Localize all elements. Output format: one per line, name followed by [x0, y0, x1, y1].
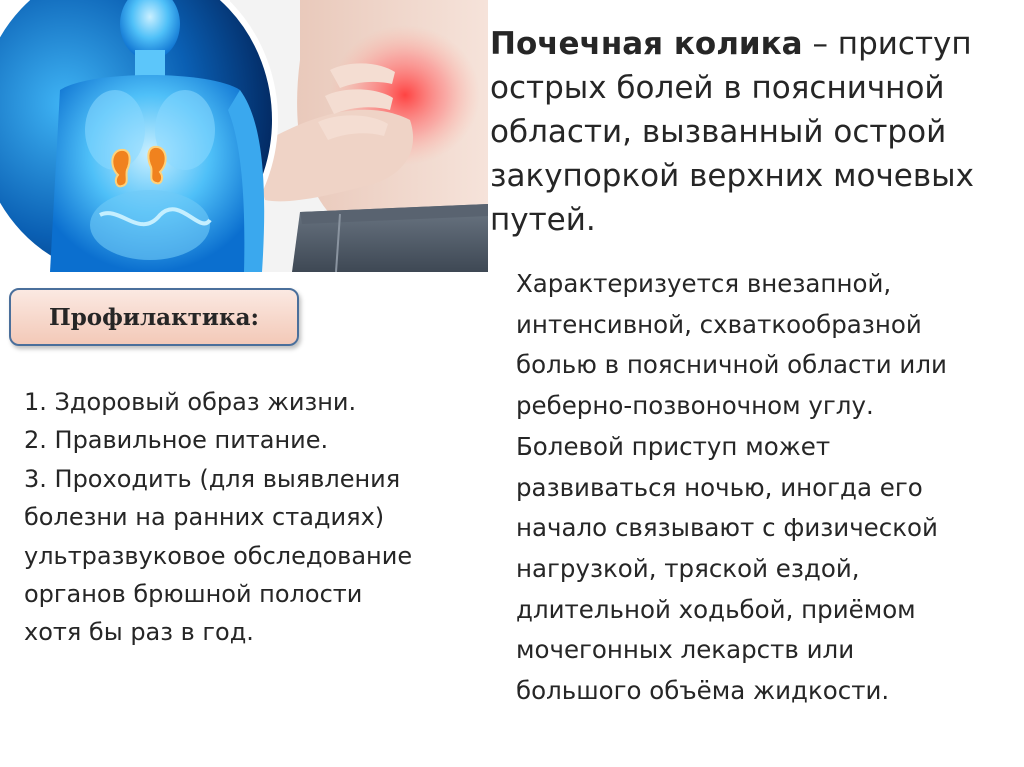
- characteristic-line: развиваться ночью, иногда его: [516, 472, 923, 502]
- characteristic-line: большого объёма жидкости.: [516, 676, 890, 706]
- prevention-line: ультразвуковое обследование: [24, 541, 413, 570]
- anatomy-body-icon: [0, 0, 275, 272]
- definition-body: – приступ острых болей в поясничной области, вызванный острой закупоркой верхних мочевых путей.: [490, 26, 974, 238]
- characteristic-line: длительной ходьбой, приёмом: [516, 594, 916, 624]
- prevention-line: 1. Здоровый образ жизни.: [24, 388, 357, 416]
- characteristic-line: нагрузкой, тряской ездой,: [516, 553, 860, 583]
- characteristic-line: реберно-позвоночном углу.: [516, 391, 874, 421]
- prevention-line: органов брюшной полости: [24, 580, 363, 609]
- characteristic-text: [516, 264, 1016, 712]
- prevention-line: хотя бы раз в год.: [24, 618, 254, 647]
- characteristic-line: интенсивной, схваткообразной: [516, 309, 922, 339]
- definition-term: Почечная колика: [490, 26, 803, 62]
- characteristic-line: Болевой приступ может: [516, 431, 831, 461]
- characteristic-line: мочегонных лекарств или: [516, 635, 855, 665]
- prevention-line: 3. Проходить (для выявления: [24, 464, 401, 493]
- prevention-line: болезни на ранних стадиях): [24, 503, 385, 532]
- medical-illustration: [0, 0, 488, 272]
- prevention-title: Профилактика:: [49, 303, 259, 331]
- prevention-line: 2. Правильное питание.: [24, 426, 329, 455]
- characteristic-line: болью в поясничной области или: [516, 350, 947, 380]
- definition-text: [490, 22, 1015, 242]
- characteristic-line: Характеризуется внезапной,: [516, 269, 892, 298]
- prevention-badge: [9, 288, 299, 346]
- characteristic-line: начало связывают с физической: [516, 513, 938, 543]
- prevention-list: [24, 383, 494, 652]
